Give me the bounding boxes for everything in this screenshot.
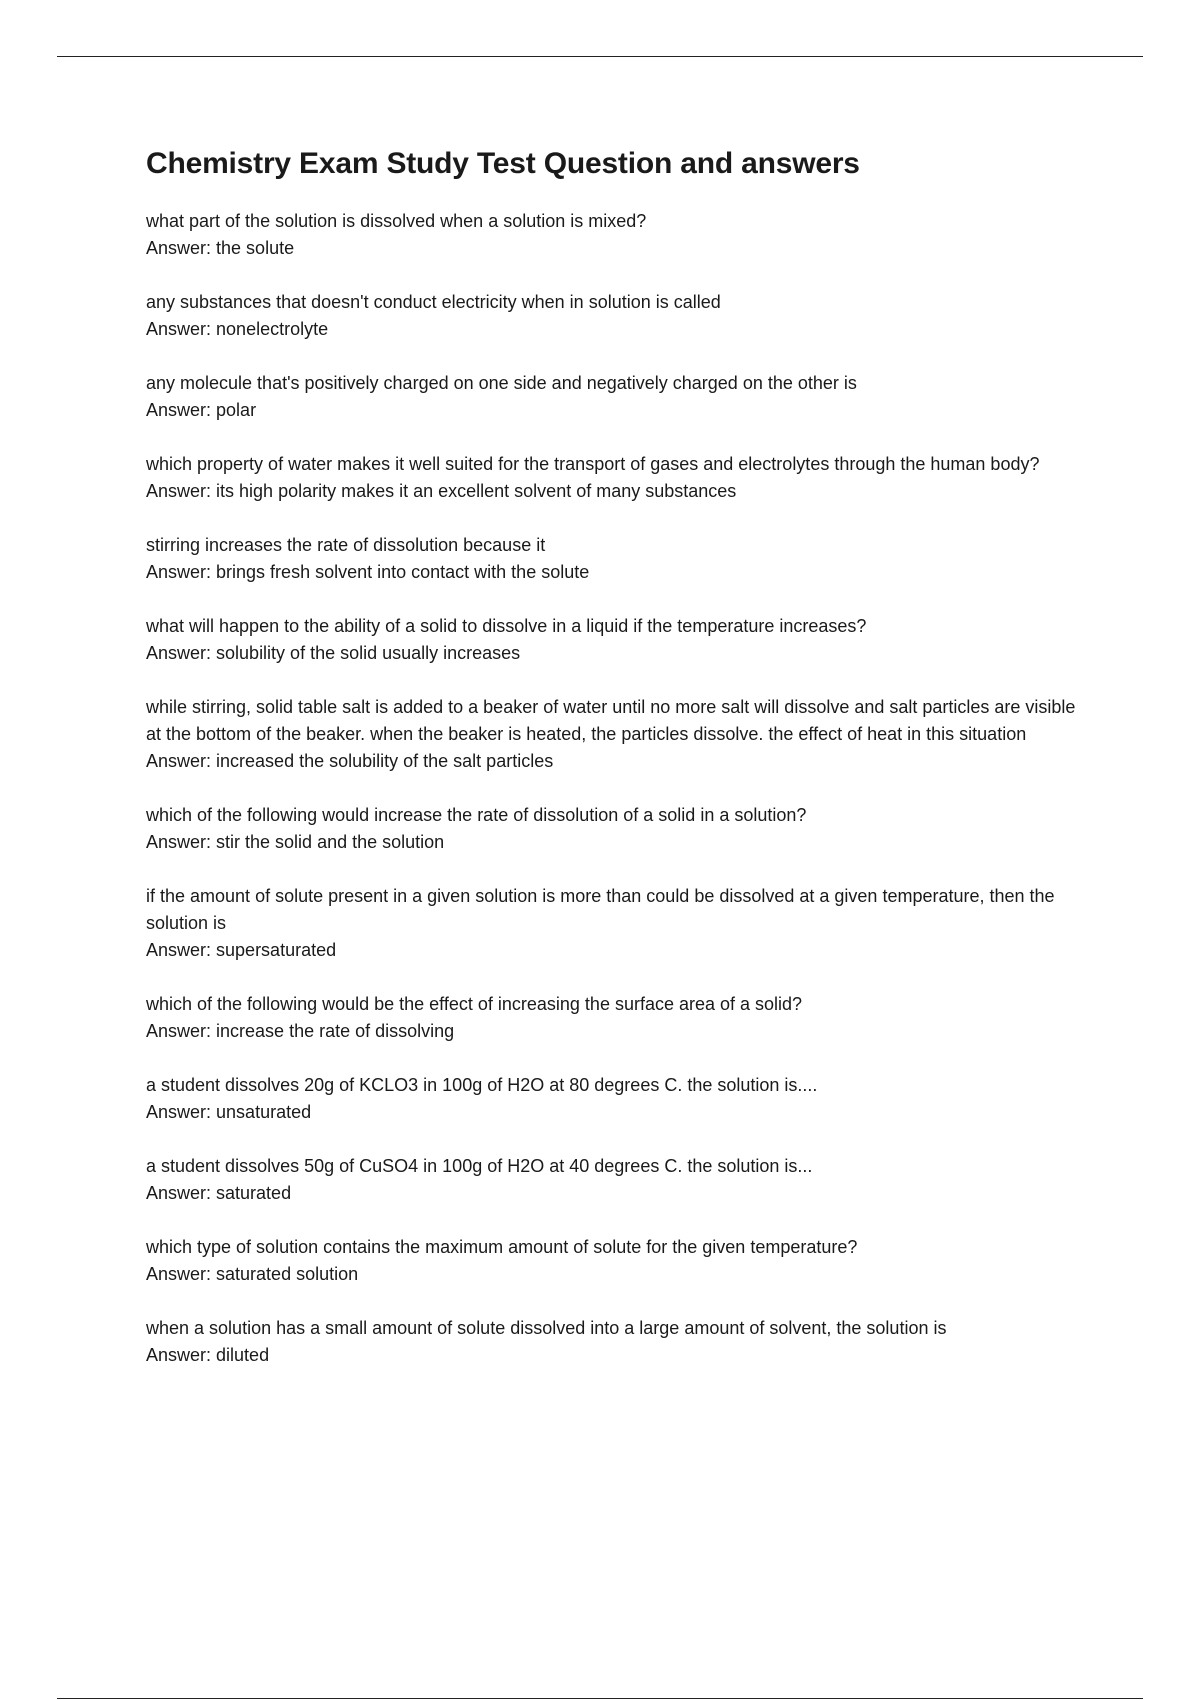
answer-line (146, 829, 1086, 856)
answer-label: Answer: (146, 481, 217, 501)
answer-line (146, 559, 1086, 586)
answer-line (146, 748, 1086, 775)
answer-text: increase the rate of dissolving (216, 1021, 455, 1041)
qa-item (146, 1072, 1086, 1126)
question-text: which of the following would increase the rate of dissolution of a solid in a solution? (146, 805, 807, 825)
qa-item (146, 1234, 1086, 1288)
qa-item (146, 208, 1086, 262)
question-text: stirring increases the rate of dissolution because it (146, 535, 546, 555)
answer-text: nonelectrolyte (216, 319, 329, 339)
qa-item (146, 1153, 1086, 1207)
answer-line (146, 1018, 1086, 1045)
qa-item (146, 289, 1086, 343)
document-title: Chemistry Exam Study Test Question and answers (146, 147, 860, 180)
question-text: what part of the solution is dissolved when a solution is mixed? (146, 211, 647, 231)
answer-line (146, 316, 1086, 343)
answer-line (146, 937, 1086, 964)
answer-label: Answer: (146, 400, 217, 420)
answer-line (146, 478, 1086, 505)
answer-label: Answer: (146, 238, 217, 258)
answer-line (146, 1261, 1086, 1288)
answer-text: unsaturated (216, 1102, 312, 1122)
answer-text: polar (216, 400, 257, 420)
answer-label: Answer: (146, 643, 217, 663)
document-body (146, 144, 1086, 1396)
answer-text: its high polarity makes it an excellent solvent of many substances (216, 481, 737, 501)
qa-list (146, 208, 1086, 1369)
answer-label: Answer: (146, 319, 217, 339)
answer-label: Answer: (146, 940, 217, 960)
answer-label: Answer: (146, 832, 217, 852)
answer-line (146, 1180, 1086, 1207)
qa-item (146, 991, 1086, 1045)
answer-label: Answer: (146, 562, 217, 582)
question-text: which of the following would be the effect of increasing the surface area of a solid? (146, 994, 803, 1014)
answer-text: saturated solution (216, 1264, 359, 1284)
qa-item (146, 613, 1086, 667)
bottom-rule (57, 1698, 1143, 1699)
qa-item (146, 451, 1086, 505)
question-text: a student dissolves 50g of CuSO4 in 100g of H2O at 40 degrees C. the solution is... (146, 1156, 813, 1176)
question-text: what will happen to the ability of a solid to dissolve in a liquid if the temperature increases? (146, 616, 867, 636)
answer-label: Answer: (146, 1021, 217, 1041)
answer-line (146, 235, 1086, 262)
answer-line (146, 640, 1086, 667)
answer-text: increased the solubility of the salt particles (216, 751, 554, 771)
answer-text: stir the solid and the solution (216, 832, 445, 852)
qa-item (146, 802, 1086, 856)
question-text: any molecule that's positively charged on one side and negatively charged on the other is (146, 373, 857, 393)
answer-label: Answer: (146, 1102, 217, 1122)
answer-label: Answer: (146, 1264, 217, 1284)
answer-label: Answer: (146, 1345, 217, 1365)
top-rule (57, 56, 1143, 57)
answer-text: diluted (216, 1345, 270, 1365)
answer-label: Answer: (146, 751, 217, 771)
question-text: which type of solution contains the maximum amount of solute for the given temperature? (146, 1237, 858, 1257)
answer-line (146, 397, 1086, 424)
answer-text: brings fresh solvent into contact with the solute (216, 562, 590, 582)
answer-text: solubility of the solid usually increases (216, 643, 521, 663)
answer-text: the solute (216, 238, 295, 258)
question-text: which property of water makes it well suited for the transport of gases and electrolytes through the human body? (146, 454, 1040, 474)
question-text: if the amount of solute present in a given solution is more than could be dissolved at a given temperature, then the solution is (146, 886, 1055, 933)
answer-text: supersaturated (216, 940, 337, 960)
question-text: a student dissolves 20g of KCLO3 in 100g of H2O at 80 degrees C. the solution is.... (146, 1075, 818, 1095)
question-text: any substances that doesn't conduct electricity when in solution is called (146, 292, 721, 312)
answer-line (146, 1342, 1086, 1369)
answer-line (146, 1099, 1086, 1126)
qa-item (146, 370, 1086, 424)
answer-text: saturated (216, 1183, 292, 1203)
qa-item (146, 532, 1086, 586)
qa-item (146, 1315, 1086, 1369)
qa-item (146, 883, 1086, 964)
question-text: while stirring, solid table salt is added to a beaker of water until no more salt will dissolve and salt particles are visible at the bottom of the beaker. when the beaker is heated, the particles dissolve. the effect of heat in this situation (146, 697, 1076, 744)
qa-item (146, 694, 1086, 775)
question-text: when a solution has a small amount of solute dissolved into a large amount of solvent, the solution is (146, 1318, 947, 1338)
answer-label: Answer: (146, 1183, 217, 1203)
